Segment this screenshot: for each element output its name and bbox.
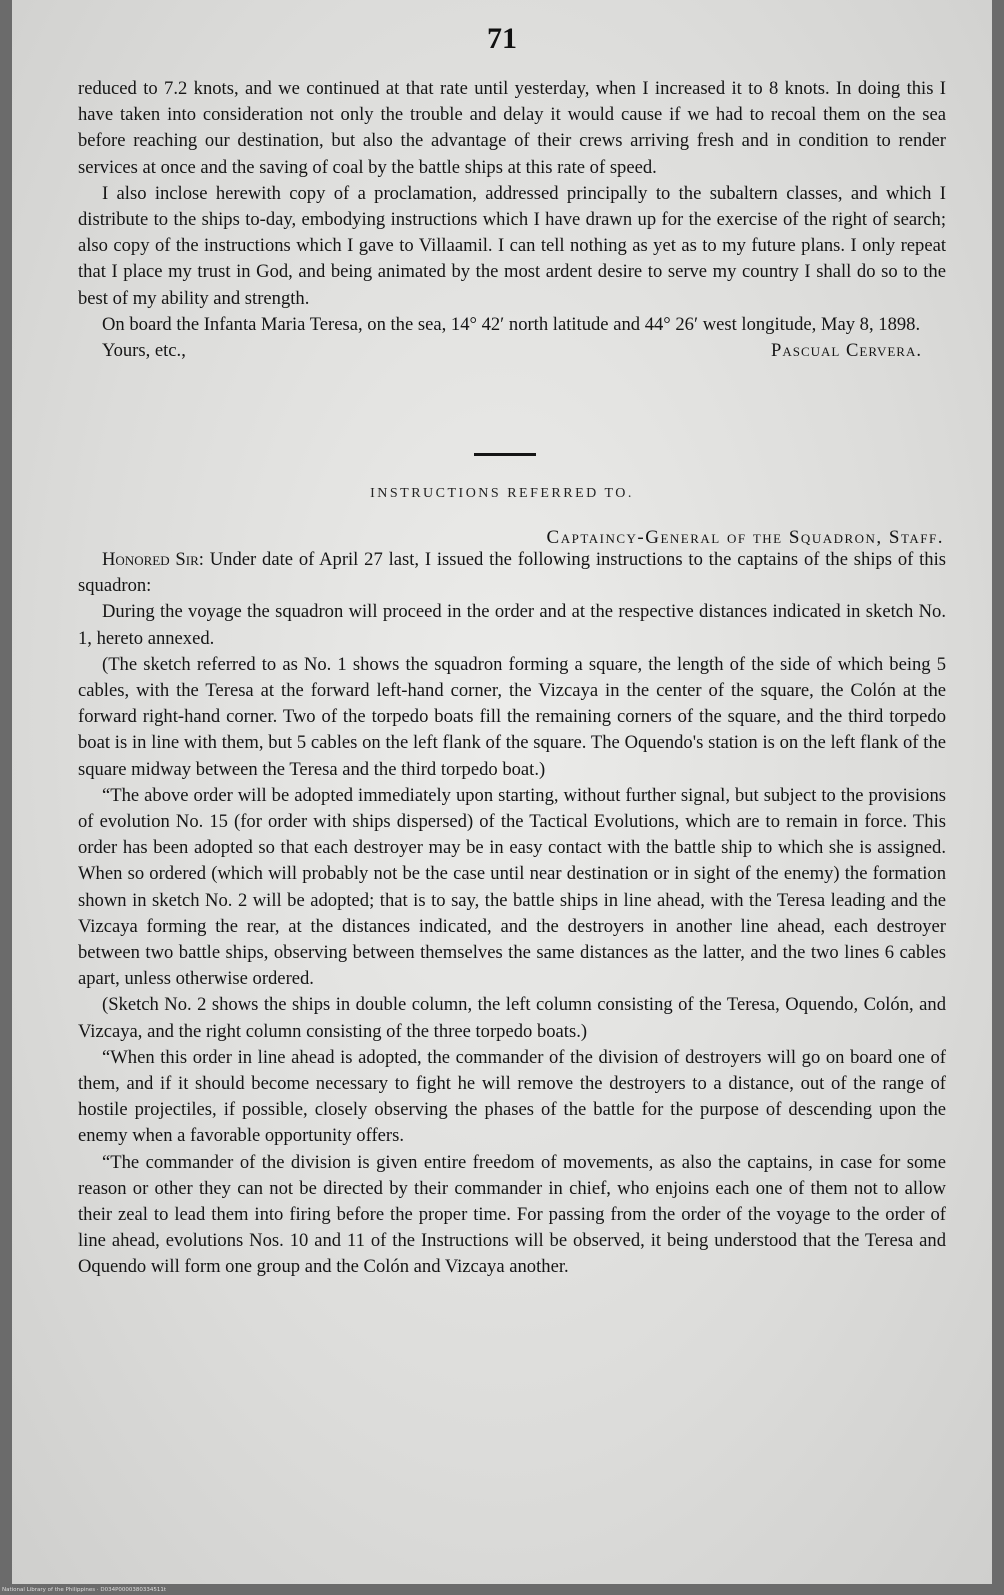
section-heading: INSTRUCTIONS REFERRED TO. — [370, 486, 634, 501]
captaincy-heading: Captaincy-General of the Squadron, Staff. — [546, 527, 944, 548]
salutation: Honored Sir: — [102, 549, 204, 570]
page-number: 71 — [487, 22, 517, 55]
signature-row — [78, 338, 946, 365]
paragraph-7: “The above order will be adopted immediately upon starting, without further signal, but subject to the provisions of evolution No. 15 (for order with ships dispersed) of the Tactical Evolutions, which are to remain in force. This order has been adopted so that each destroyer may be in easy contact with the battle ship to which she is assigned. When so ordered (which will probably not be the case until near destination or in sight of the enemy) the formation shown in sketch No. 2 will be adopted; that is to say, the battle ships in line ahead, with the Teresa leading and the Vizcaya forming the rear, at the distances indicated, and the destroyers in another line ahead, each destroyer between two battle ships, observing between themselves the same distances as the latter, and the two lines 6 cables apart, unless otherwise ordered. — [78, 784, 946, 990]
paragraph-1: reduced to 7.2 knots, and we continued at that rate until yesterday, when I increased it to 8 knots. In doing this I have taken into consideration not only the trouble and delay it would cause if we had to recoal them on the sea before reaching our destination, but also the advantage of their crews arriving fresh and in condition to render services at once and the saving of coal by the battle ships at this rate of speed. — [78, 78, 946, 178]
document-page — [12, 0, 992, 1584]
paragraph-9: “When this order in line ahead is adopted, the commander of the division of destroyers will go on board one of them, and if it should become necessary to fight he will remove the destroyers to a distance, out of the range of hostile projectiles, if possible, closely observing the phases of the battle for the purpose of descending upon the enemy when a favorable opportunity offers. — [78, 1046, 946, 1147]
paragraph-5: During the voyage the squadron will proceed in the order and at the respective distances indicated in sketch No. 1, hereto annexed. — [78, 601, 946, 649]
closing-text: Yours, etc., — [102, 340, 186, 362]
paragraph-4 — [78, 547, 946, 599]
signature: Pascual Cervera. — [770, 340, 922, 362]
scan-footer: National Library of the Philippines · D034P0000380334511t — [2, 1587, 167, 1593]
paragraph-8: (Sketch No. 2 shows the ships in double column, the left column consisting of the Teresa, Oquendo, Colón, and Vizcaya, and the right column consisting of the three torpedo boats.) — [78, 994, 946, 1042]
paragraph-4-text: Under date of April 27 last, I issued the following instructions to the captains of the ships of this squadron: — [78, 549, 947, 597]
paragraph-2: I also inclose herewith copy of a proclamation, addressed principally to the subaltern classes, and which I distribute to the ships to-day, embodying instructions which I have drawn up for the exercise of the right of search; also copy of the instructions which I gave to Villaamil. I can tell nothing as yet as to my future plans. I only repeat that I place my trust in God, and being animated by the most ardent desire to serve my country I shall do so to the best of my ability and strength. — [78, 182, 946, 309]
instructions-body — [78, 547, 946, 1281]
paragraph-3: On board the Infanta Maria Teresa, on the sea, 14° 42′ north latitude and 44° 26′ west longitude, May 8, 1898. — [102, 313, 921, 335]
paragraph-6: (The sketch referred to as No. 1 shows the squadron forming a square, the length of the side of which being 5 cables, with the Teresa at the forward left-hand corner, the Vizcaya in the center of the square, the Colón at the forward right-hand corner. Two of the torpedo boats fill the remaining corners of the square, and the third torpedo boat is in line with them, but 5 cables on the left flank of the square. The Oquendo's station is on the left flank of the square midway between the Teresa and the third torpedo boat.) — [78, 653, 946, 780]
letter-body — [78, 76, 946, 365]
paragraph-10: “The commander of the division is given entire freedom of movements, as also the captains, in case for some reason or other they can not be directed by their commander in chief, who enjoins each one of them not to allow their zeal to lead them into firing before the proper time. For passing from the order of the voyage to the order of line ahead, evolutions Nos. 10 and 11 of the Instructions will be observed, it being understood that the Teresa and Oquendo will form one group and the Colón and Vizcaya another. — [78, 1151, 946, 1278]
section-divider — [474, 453, 536, 456]
